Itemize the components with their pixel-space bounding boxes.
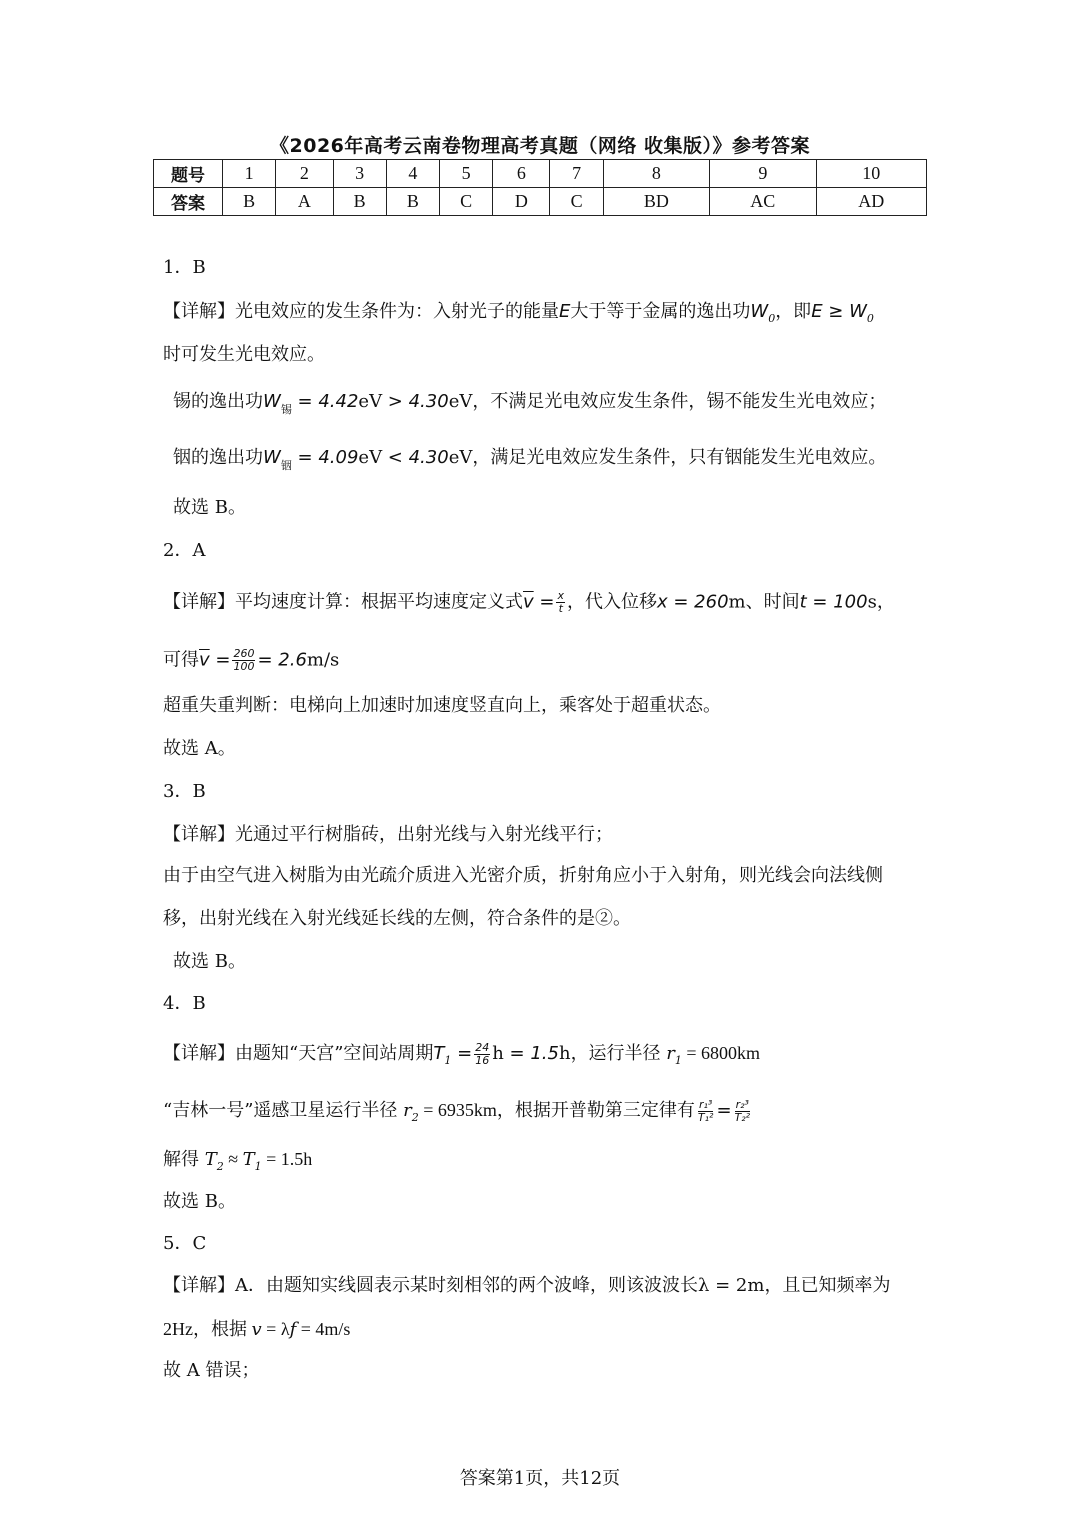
math: E bbox=[559, 301, 571, 322]
table-cell: 3 bbox=[333, 160, 386, 188]
page-title: 《2026年高考云南卷物理高考真题（网络 收集版）》参考答案 bbox=[270, 135, 810, 157]
detail-tag: 【详解】 bbox=[163, 591, 235, 613]
math: T bbox=[242, 1149, 255, 1170]
math: = 1.5 bbox=[503, 1043, 559, 1064]
q4-heading: 4．B bbox=[163, 993, 206, 1014]
row-header-answer: 答案 bbox=[154, 188, 223, 216]
math: > 4.30 bbox=[382, 391, 449, 412]
table-cell: BD bbox=[603, 188, 709, 216]
q5-line-2 bbox=[163, 1317, 350, 1342]
text: 、时间 bbox=[745, 591, 800, 613]
subscript: 2 bbox=[411, 1111, 419, 1124]
math: = bbox=[716, 1100, 732, 1121]
q5-line-1 bbox=[163, 1274, 890, 1298]
denominator: T₁² bbox=[697, 1110, 714, 1124]
table-cell: B bbox=[333, 188, 386, 216]
table-cell: 9 bbox=[710, 160, 816, 188]
q2-line-1 bbox=[163, 590, 895, 615]
math: T bbox=[204, 1149, 217, 1170]
detail-tag: 【详解】 bbox=[163, 1275, 235, 1296]
numerator: r₁³ bbox=[698, 1097, 713, 1111]
q2-line-2 bbox=[163, 648, 339, 673]
math: W bbox=[263, 447, 281, 468]
text: 解得 bbox=[163, 1149, 205, 1170]
numerator: 260 bbox=[233, 647, 255, 660]
q1-line-2: 时可发生光电效应。 bbox=[163, 344, 325, 365]
fraction bbox=[734, 1099, 752, 1124]
math: r bbox=[403, 1100, 412, 1121]
table-cell: 10 bbox=[816, 160, 926, 188]
unit: m bbox=[728, 591, 746, 613]
question-number-row bbox=[154, 160, 927, 188]
text: ，不满足光电效应发生条件，锡不能发生光电效应； bbox=[472, 391, 887, 412]
q4-line-2 bbox=[163, 1098, 753, 1130]
text: = 4m/s bbox=[296, 1319, 351, 1339]
text: = λ bbox=[261, 1319, 290, 1339]
q4-conclusion: 故选 B。 bbox=[163, 1191, 236, 1212]
math: = 2.6 bbox=[257, 649, 307, 671]
denominator: t bbox=[558, 602, 563, 615]
text: ，代入位移 bbox=[566, 591, 657, 613]
table-cell: C bbox=[550, 188, 603, 216]
q5-line-3: 故 A 错误； bbox=[163, 1360, 260, 1381]
answer-row bbox=[154, 188, 927, 216]
text: 2Hz，根据 bbox=[163, 1319, 252, 1339]
math: x = 260 bbox=[656, 591, 729, 613]
q2-conclusion: 故选 A。 bbox=[163, 738, 236, 759]
math: = bbox=[533, 591, 555, 613]
math: = 4.42 bbox=[291, 391, 359, 412]
table-cell: AD bbox=[816, 188, 926, 216]
text: ，满足光电效应发生条件，只有铟能发生光电效应。 bbox=[472, 447, 887, 468]
q1-line-1 bbox=[163, 300, 874, 331]
unit: h bbox=[492, 1043, 504, 1064]
unit: eV bbox=[358, 391, 383, 412]
fraction bbox=[697, 1099, 715, 1124]
numerator: 24 bbox=[475, 1040, 490, 1054]
q1-conclusion: 故选 B。 bbox=[173, 497, 246, 518]
subscript: 1 bbox=[674, 1054, 682, 1067]
unit: s bbox=[867, 591, 877, 613]
text: 光通过平行树脂砖，出射光线与入射光线平行； bbox=[235, 824, 613, 845]
q3-line-2: 由于由空气进入树脂为由光疏介质进入光密介质，折射角应小于入射角，则光线会向法线侧 bbox=[163, 865, 883, 886]
fraction bbox=[556, 590, 565, 615]
subscript: 1 bbox=[444, 1054, 452, 1067]
subscript: 铟 bbox=[280, 459, 292, 472]
text: 可得 bbox=[163, 649, 199, 671]
math: t = 100 bbox=[799, 591, 868, 613]
table-cell: C bbox=[439, 188, 492, 216]
text: ，运行半径 bbox=[570, 1043, 667, 1064]
text: 锡的逸出功 bbox=[173, 391, 263, 412]
unit: eV bbox=[448, 391, 473, 412]
table-cell: 1 bbox=[223, 160, 276, 188]
table-cell: 4 bbox=[386, 160, 439, 188]
math: W bbox=[263, 391, 281, 412]
q3-conclusion: 故选 B。 bbox=[173, 951, 246, 972]
denominator: T₂² bbox=[734, 1110, 751, 1124]
math: f bbox=[289, 1319, 297, 1340]
table-cell: B bbox=[386, 188, 439, 216]
q4-line-3 bbox=[163, 1147, 312, 1179]
detail-tag: 【详解】 bbox=[163, 824, 235, 845]
q1-line-3 bbox=[173, 390, 886, 422]
q5-heading: 5．C bbox=[163, 1233, 207, 1254]
denominator: 16 bbox=[475, 1053, 490, 1067]
fraction bbox=[474, 1042, 490, 1067]
math: T bbox=[433, 1043, 445, 1064]
unit: eV bbox=[448, 447, 473, 468]
math: = 4.09 bbox=[291, 447, 359, 468]
answer-table bbox=[153, 159, 927, 216]
text: 大于等于金属的逸出功 bbox=[570, 301, 751, 322]
q2-line-3: 超重失重判断：电梯向上加速时加速度竖直向上，乘客处于超重状态。 bbox=[163, 695, 721, 716]
fraction bbox=[232, 648, 255, 673]
math: v bbox=[251, 1319, 262, 1340]
unit: h bbox=[558, 1043, 571, 1064]
text: 由题知“天宫”空间站周期 bbox=[235, 1043, 434, 1064]
text: = 1.5h bbox=[261, 1149, 313, 1169]
table-cell: A bbox=[276, 188, 333, 216]
text: A．由题知实线圆表示某时刻相邻的两个波峰，则该波波长λ = 2m，且已知频率为 bbox=[235, 1275, 891, 1296]
text: 平均速度计算：根据平均速度定义式 bbox=[235, 591, 523, 613]
unit: eV bbox=[358, 447, 383, 468]
math: E ≥ W bbox=[811, 301, 867, 322]
unit: m/s bbox=[306, 649, 340, 671]
table-cell: B bbox=[223, 188, 276, 216]
math: $\overline{v}$ bbox=[523, 591, 534, 613]
text: 光电效应的发生条件为：入射光子的能量 bbox=[235, 301, 559, 322]
table-cell: 7 bbox=[550, 160, 603, 188]
math: = bbox=[209, 649, 231, 671]
table-cell: 8 bbox=[603, 160, 709, 188]
q3-line-1 bbox=[163, 823, 613, 847]
detail-tag: 【详解】 bbox=[163, 1043, 235, 1064]
text: ≈ bbox=[223, 1149, 243, 1169]
text: ， bbox=[876, 591, 895, 613]
math: W bbox=[750, 301, 769, 322]
text: = 6935km，根据开普勒第三定律有 bbox=[418, 1100, 695, 1120]
subscript: 1 bbox=[254, 1160, 262, 1173]
text: ，即 bbox=[775, 301, 812, 322]
q3-line-3: 移，出射光线在入射光线延长线的左侧，符合条件的是②。 bbox=[163, 908, 631, 929]
math: r bbox=[666, 1043, 675, 1064]
subscript: 锡 bbox=[280, 403, 292, 416]
subscript: 0 bbox=[866, 312, 874, 325]
denominator: 100 bbox=[233, 660, 255, 673]
subscript: 0 bbox=[768, 312, 776, 325]
q1-heading: 1．B bbox=[163, 257, 206, 278]
row-header-number: 题号 bbox=[154, 160, 223, 188]
text: = 6800km bbox=[681, 1043, 761, 1063]
q1-line-4 bbox=[173, 446, 886, 478]
q4-line-1 bbox=[163, 1041, 760, 1073]
numerator: r₂³ bbox=[735, 1097, 749, 1111]
numerator: x bbox=[557, 589, 564, 602]
math: $\overline{v}$ bbox=[199, 649, 210, 671]
table-cell: D bbox=[493, 188, 550, 216]
table-cell: 6 bbox=[493, 160, 550, 188]
table-cell: AC bbox=[710, 188, 816, 216]
table-cell: 2 bbox=[276, 160, 333, 188]
text: “吉林一号”遥感卫星运行半径 bbox=[163, 1100, 404, 1121]
q3-heading: 3．B bbox=[163, 781, 206, 802]
q2-heading: 2．A bbox=[163, 540, 206, 561]
table-cell: 5 bbox=[439, 160, 492, 188]
math: < 4.30 bbox=[382, 447, 449, 468]
detail-tag: 【详解】 bbox=[163, 301, 235, 322]
page-footer: 答案第1页，共12页 bbox=[459, 1468, 621, 1489]
math: = bbox=[451, 1043, 473, 1064]
text: 铟的逸出功 bbox=[173, 447, 263, 468]
subscript: 2 bbox=[216, 1160, 224, 1173]
